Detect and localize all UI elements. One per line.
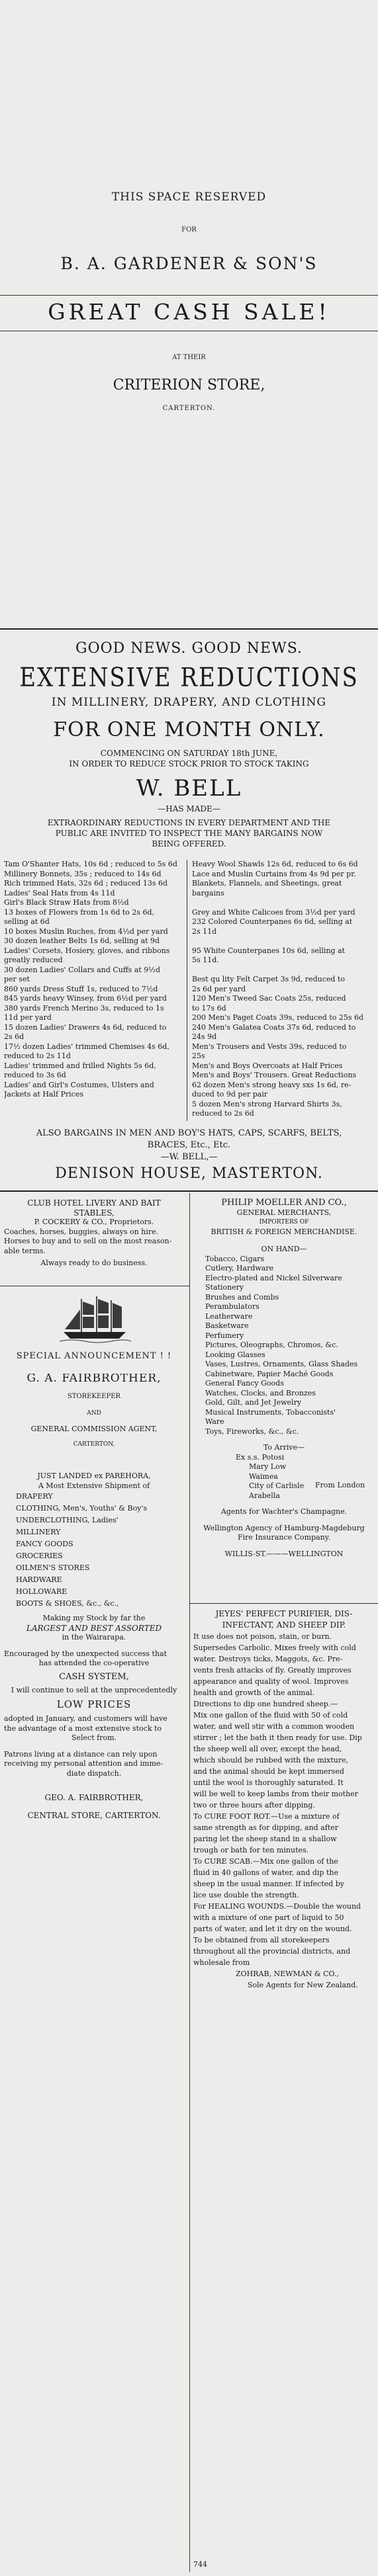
bell-intro-line: EXTRAORDINARY REDUCTIONS IN EVERY DEPARTMENT AND THE	[47, 818, 331, 827]
club-line: able terms.	[4, 1246, 46, 1255]
list-item: 25s	[192, 1052, 205, 1060]
fairbrother-and: AND	[87, 1409, 101, 1417]
list-item: Perfumery	[205, 1331, 244, 1340]
list-item: Best qu lity Felt Carpet 3s 9d, reduced to	[192, 975, 345, 983]
moeller-items	[193, 1255, 375, 1437]
list-item: Electro-plated and Nickel Silverware	[205, 1273, 342, 1282]
bell-commencing: COMMENCING ON SATURDAY 18th JUNE,	[100, 749, 278, 758]
jeyes-title-2: INFECTANT, AND SHEEP DIP.	[222, 1620, 346, 1630]
bell-has-made: —HAS MADE—	[158, 804, 220, 813]
fairbrother-patrons: Patrons living at a distance can rely upon	[4, 1749, 158, 1759]
list-item: Pictures, Oleographs, Chromos, &c.	[205, 1341, 338, 1349]
list-item: Looking Glasses	[205, 1350, 265, 1359]
bell-sign-name: —W. BELL,—	[160, 1152, 218, 1162]
bell-intro-line: BEING OFFERED.	[152, 839, 226, 849]
list-item: DRAPERY	[16, 1492, 53, 1501]
jeyes-line: water. Destroys ticks, Maggots, &c. Pre-	[193, 1655, 343, 1663]
ship-name: Arabella	[249, 1491, 280, 1500]
jeyes-line: stirrer ; let the bath it then ready for use. Dip	[193, 1733, 362, 1742]
moeller-advert	[193, 1198, 375, 1559]
fairbrother-role-1: STOREKEEPER	[67, 1393, 121, 1400]
fairbrother-town: CARTERTON,	[73, 1440, 115, 1448]
jeyes-line: To be obtained from all storekeepers	[193, 1936, 330, 1944]
fairbrother-adopted: the advantage of a most extensive stock to	[4, 1724, 162, 1733]
ship-name: Waimea	[249, 1472, 278, 1481]
list-item: Rich trimmed Hats, 32s 6d ; reduced 13s 6d	[4, 879, 168, 888]
jeyes-line: with a mixture of one part of liquid to 50	[193, 1913, 344, 1922]
list-item: 24s 9d	[192, 1032, 217, 1041]
list-item: 95 White Counterpanes 10s 6d, selling at	[192, 946, 346, 955]
list-item	[192, 966, 375, 976]
bell-name: W. BELL	[136, 775, 242, 802]
list-item: UNDERCLOTHING, Ladies'	[16, 1516, 118, 1524]
jeyes-line: until the wool is thoroughly saturated. It	[193, 1778, 344, 1787]
ship-name: City of Carlisle	[249, 1481, 305, 1490]
gardener-sale: GREAT CASH SALE!	[48, 299, 330, 325]
bell-purpose: IN ORDER TO REDUCE STOCK PRIOR TO STOCK TAKING	[69, 759, 309, 769]
jeyes-line: Supersedes Carbolic. Mixes freely with cold	[193, 1643, 356, 1652]
bell-intro-line: PUBLIC ARE INVITED TO INSPECT THE MANY BARGAINS NOW	[55, 829, 323, 838]
jeyes-line: vents fresh attacks of fly. Greatly improves	[193, 1666, 352, 1675]
list-item: MILLINERY	[16, 1528, 61, 1536]
list-item: selling at 6d	[4, 917, 50, 926]
moeller-agents: Agents for Wachter's Champagne.	[220, 1507, 348, 1516]
list-item: Musical Instruments, Tobacconists'	[205, 1407, 336, 1417]
list-item: Gold, Gilt, and Jet Jewelry	[205, 1398, 302, 1407]
moeller-on-hand: ON HAND—	[261, 1245, 307, 1253]
ship-name: Mary Low	[249, 1462, 287, 1471]
list-item: 11d per yard	[4, 1013, 52, 1022]
column-divider	[189, 1193, 190, 2572]
jeyes-line: the sheep well all over, except the head,	[193, 1745, 342, 1753]
list-item: 240 Men's Galatea Coats 37s 6d, reduced to	[192, 1022, 356, 1032]
list-item: CLOTHING, Men's, Youths' & Boy's	[16, 1504, 148, 1513]
fairbrother-sell: I will continue to sell at the unprecedentedly	[11, 1686, 177, 1694]
list-item: reduced to 2s 6d	[192, 1109, 254, 1118]
bell-period: FOR ONE MONTH ONLY.	[53, 718, 325, 741]
jeyes-line: throughout all the provincial districts, and	[193, 1947, 351, 1956]
jeyes-line: It use does not poison, stain, or burn.	[193, 1632, 332, 1641]
list-item: Girl's Black Straw Hats from 8½d	[4, 898, 129, 907]
gardener-for: FOR	[181, 226, 197, 233]
bell-headline: EXTENSIVE REDUCTIONS	[19, 663, 359, 693]
gardener-store: CRITERION STORE,	[113, 377, 265, 394]
list-item: BOOTS & SHOES, &c., &c.,	[16, 1599, 119, 1608]
bell-also-2: BRACES, Etc., Etc.	[147, 1140, 231, 1150]
jeyes-line: parts of water, and let it dry on the wound.	[193, 1925, 352, 1933]
list-item: 5s 11d.	[192, 956, 219, 964]
list-item: Jackets at Half Prices	[4, 1090, 84, 1099]
list-item: Ladies' and Girl's Costumes, Ulsters and	[4, 1080, 154, 1089]
list-item: Millinery Bonnets, 35s ; reduced to 14s 6d	[4, 869, 162, 878]
list-item: greatly reduced	[4, 956, 63, 964]
jeyes-line: health and growth of the animal.	[193, 1688, 315, 1697]
list-item: Ladies' Seal Hats from 4s 11d	[4, 888, 115, 897]
fairbrother-enc: Encouraged by the unexpected success that	[4, 1649, 167, 1658]
list-item: bargains	[192, 888, 224, 897]
ship-name: Ex s.s. Potosi	[236, 1452, 285, 1462]
fairbrother-stock-1: Making my Stock by far the	[42, 1614, 146, 1622]
club-line: Coaches, horses, buggies, always on hire.	[4, 1227, 159, 1236]
jeyes-line: appearance and quality of wool. Improves	[193, 1677, 349, 1686]
list-item: 2s 11d	[192, 927, 217, 936]
jeyes-line: Mix one gallon of the fluid with 50 of cold	[193, 1711, 348, 1720]
fairbrother-name: G. A. FAIRBROTHER,	[26, 1373, 162, 1383]
jeyes-advert	[193, 1608, 375, 1991]
list-item: Tam O'Shanter Hats, 10s 6d ; reduced to 5s 6d	[4, 860, 177, 868]
bell-subhead: IN MILLINERY, DRAPERY, AND CLOTHING	[51, 696, 327, 709]
bell-intro	[0, 817, 378, 849]
list-item: Stationery	[205, 1283, 244, 1292]
list-item: 13 boxes of Flowers from 1s 6d to 2s 6d,	[4, 907, 155, 917]
list-item: Ladies' trimmed and frilled Nights 5s 6d,	[4, 1061, 156, 1070]
list-item: Vases, Lustres, Ornaments, Glass Shades	[205, 1360, 358, 1368]
moeller-sub: GENERAL MERCHANTS,	[236, 1208, 332, 1217]
list-item: Cabinetware, Papier Maché Goods	[205, 1369, 334, 1378]
jeyes-line: For HEALING WOUNDS.—Double the wound	[193, 1902, 361, 1911]
jeyes-line: lice use double the strength.	[193, 1891, 299, 1899]
fairbrother-sign: GEO. A. FAIRBROTHER,	[44, 1793, 144, 1802]
club-title: CLUB HOTEL LIVERY AND BAIT	[27, 1198, 161, 1208]
moeller-address: WILLIS-ST.———WELLINGTON	[224, 1549, 344, 1558]
list-item: 2s 6d	[4, 1032, 24, 1041]
list-item: reduced to 3s 6d	[4, 1071, 66, 1079]
list-item: Basketware	[205, 1321, 249, 1330]
bell-also: ALSO BARGAINS IN MEN AND BOY'S HATS, CAPS, SCARFS, BELTS,	[36, 1128, 342, 1138]
moeller-importers: IMPORTERS OF	[259, 1219, 309, 1226]
moeller-ships	[193, 1453, 375, 1501]
list-item: Brushes and Combs	[205, 1292, 279, 1302]
moeller-to-arrive: To Arrive—	[263, 1443, 305, 1452]
jeyes-line: Sole Agents for New Zealand.	[248, 1981, 358, 1989]
divider	[189, 1603, 378, 1604]
moeller-wellington: Wellington Agency of Hamburg-Magdeburg	[203, 1523, 365, 1532]
list-item: 200 Men's Paget Coats 39s, reduced to 25s 6d	[192, 1013, 364, 1022]
bell-right-column	[192, 860, 375, 1119]
jeyes-line: will be well to keep lambs from their mother	[193, 1790, 358, 1798]
list-item: 30 dozen leather Belts 1s 6d, selling at 9d	[4, 936, 160, 945]
jeyes-line: two or three hours after dipping.	[193, 1801, 315, 1809]
fairbrother-stock-3: in the Wairarapa.	[62, 1633, 126, 1641]
jeyes-line: sheep in the usual manner. If infected by	[193, 1880, 344, 1888]
list-item: reduced to 2s 11d	[4, 1052, 71, 1060]
list-item: Tobacco, Cigars	[205, 1254, 265, 1263]
section-divider	[0, 628, 378, 630]
moeller-fire: Fire Insurance Company.	[237, 1533, 331, 1542]
jeyes-line: and the animal should be kept immersed	[193, 1767, 344, 1776]
fairbrother-stock-2: LARGEST AND BEST ASSORTED	[26, 1623, 162, 1633]
list-item: GROCERIES	[16, 1552, 63, 1560]
list-item: 5 dozen Men's strong Harvard Shirts 3s,	[192, 1099, 342, 1108]
jeyes-line: trough or bath for ten minutes.	[193, 1846, 309, 1854]
fairbrother-store: CENTRAL STORE, CARTERTON.	[27, 1810, 161, 1820]
list-item: Men's and Boys Overcoats at Half Prices	[192, 1061, 343, 1070]
list-item: Ladies' Corsets, Hosiery, gloves, and ribbons	[4, 946, 170, 955]
divider	[0, 295, 378, 296]
moeller-merch: BRITISH & FOREIGN MERCHANDISE.	[211, 1227, 357, 1236]
gardener-headline: THIS SPACE RESERVED	[111, 190, 267, 204]
jeyes-line: paring let the sheep stand in a shallow	[193, 1835, 337, 1843]
moeller-title: PHILIP MOELLER AND CO.,	[221, 1198, 347, 1208]
jeyes-line: which should be rubbed with the mixture,	[193, 1756, 349, 1765]
jeyes-line: fluid in 40 gallons of water, and dip the	[193, 1868, 338, 1877]
club-title-2: STABLES,	[73, 1208, 115, 1218]
fairbrother-low: LOW PRICES	[56, 1699, 132, 1709]
jeyes-line: Directions to dip one hundred sheep.—	[193, 1700, 338, 1708]
list-item: 232 Colored Counterpanes 6s 6d, selling at	[192, 917, 353, 926]
list-item: HOLLOWARE	[16, 1587, 68, 1596]
fairbrother-goods	[4, 1491, 184, 1610]
list-item: 17½ dozen Ladies' trimmed Chemises 4s 6d,	[4, 1042, 169, 1051]
list-item: 860 yards Dress Stuff 1s, reduced to 7½d	[4, 984, 158, 993]
jeyes-line: To CURE SCAB.—Mix one gallon of the	[193, 1857, 338, 1866]
list-item	[192, 898, 375, 908]
list-item: 15 dozen Ladies' Drawers 4s 6d, reduced to	[4, 1022, 167, 1032]
jeyes-title: JEYES' PERFECT PURIFIER, DIS-	[215, 1609, 353, 1618]
list-item: Perambulators	[205, 1302, 260, 1311]
club-advert	[4, 1198, 184, 1268]
list-item	[192, 936, 375, 946]
list-item: 845 yards heavy Winsey, from 6½d per yard	[4, 994, 167, 1003]
list-item: Lace and Muslin Curtains from 4s 9d per pr.	[192, 869, 356, 878]
gardener-name: B. A. GARDENER & SON'S	[60, 254, 318, 273]
club-props: P. COCKERY & CO., Proprietors.	[34, 1218, 154, 1226]
club-line: Horses to buy and to sell on the most reason-	[4, 1237, 172, 1245]
fairbrother-patrons: diate dispatch.	[66, 1768, 122, 1778]
list-item: Watches, Clocks, and Bronzes	[205, 1388, 316, 1397]
list-item: duced to 9d per pair	[192, 1090, 268, 1099]
fairbrother-cash: CASH SYSTEM,	[59, 1672, 129, 1682]
jeyes-number: 744	[193, 2560, 207, 2569]
moeller-from-london: From London	[315, 1480, 365, 1489]
fairbrother-shipment: A Most Extensive Shipment of	[38, 1481, 150, 1490]
list-item: Leatherware	[205, 1311, 253, 1321]
fairbrother-patrons: receiving my personal attention and imme-	[4, 1759, 164, 1768]
list-item: Ware	[205, 1417, 224, 1426]
list-item: Heavy Wool Shawls 12s 6d, reduced to 6s 6d	[192, 860, 358, 868]
list-item: Grey and White Calicoes from 3½d per yard	[192, 907, 355, 917]
list-item: Blankets, Flannels, and Sheetings, great	[192, 879, 342, 888]
list-item: 120 Men's Tweed Sac Coats 25s, reduced	[192, 994, 346, 1003]
jeyes-line: ZOHRAB, NEWMAN & CO.,	[236, 1970, 339, 1978]
list-item: HARDWARE	[16, 1575, 62, 1584]
bell-left-column	[4, 860, 183, 1100]
bell-store: DENISON HOUSE, MASTERTON.	[55, 1165, 323, 1182]
ship-icon	[58, 1295, 131, 1344]
list-item: 2s 6d per yard	[192, 984, 246, 993]
gardener-at-their: AT THEIR	[172, 354, 206, 361]
list-item: 380 yards French Merino 3s, reduced to 1s	[4, 1003, 164, 1013]
fairbrother-adopted: adopted in January, and customers will have	[4, 1714, 167, 1723]
gardener-town: CARTERTON.	[162, 405, 216, 412]
fairbrother-enc: has attended the co-operative	[38, 1659, 150, 1667]
fairbrother-advert	[4, 1352, 184, 1820]
list-item: 62 dozen Men's strong heavy sxs 1s 6d, re-	[192, 1080, 352, 1089]
fairbrother-adopted: Select from.	[71, 1733, 117, 1742]
list-item: 10 boxes Muslin Ruches, from 4½d per yard	[4, 927, 168, 936]
fairbrother-announce: SPECIAL ANNOUNCEMENT ! !	[16, 1352, 172, 1361]
list-item: per set	[4, 975, 30, 983]
jeyes-line: water, and well stir with a common wooden	[193, 1722, 355, 1731]
list-item: OILMEN'S STORES	[16, 1563, 90, 1572]
fairbrother-landed: JUST LANDED ex PAREHORA,	[37, 1472, 151, 1480]
fairbrother-role-2: GENERAL COMMISSION AGENT,	[30, 1425, 158, 1433]
section-divider	[0, 1190, 378, 1192]
list-item: 30 dozen Ladies' Collars and Cuffs at 9½d	[4, 965, 160, 974]
jeyes-line: To CURE FOOT ROT.—Use a mixture of	[193, 1812, 340, 1821]
list-item: Cutlery, Hardware	[205, 1264, 274, 1272]
list-item: Toys, Fireworks, &c., &c.	[205, 1427, 299, 1436]
club-notice: Always ready to do business.	[40, 1259, 148, 1267]
jeyes-line: same strength as for dipping, and after	[193, 1823, 339, 1832]
list-item: to 17s 6d	[192, 1003, 226, 1013]
list-item: Men's and Boys' Trousers. Great Reductions	[192, 1071, 357, 1079]
bell-good-news: GOOD NEWS. GOOD NEWS.	[75, 640, 303, 657]
list-item: General Fancy Goods	[205, 1379, 284, 1388]
jeyes-line: wholesale from	[193, 1958, 250, 1967]
list-item: Men's Trousers and Vests 39s, reduced to	[192, 1042, 347, 1051]
list-item: FANCY GOODS	[16, 1540, 73, 1548]
